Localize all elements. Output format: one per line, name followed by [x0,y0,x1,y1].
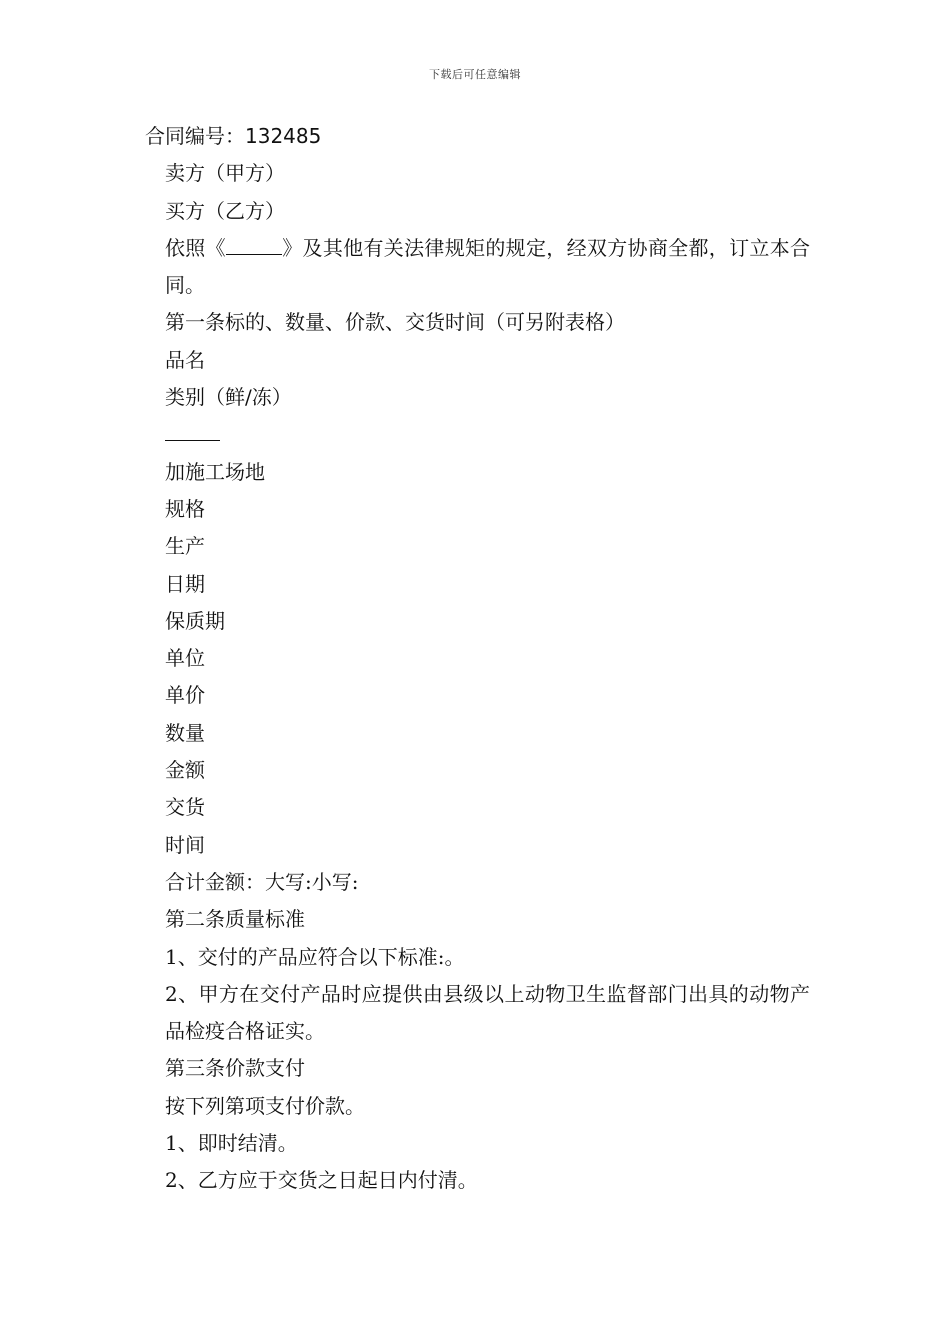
basis-prefix: 依照《 [165,235,226,260]
field-specification: 规格 [165,496,205,521]
blank-line [145,416,810,453]
article2-item1: 1、交付的产品应符合以下标准:。 [165,944,465,969]
field-product-name: 品名 [165,347,205,372]
field-category: 类别（鲜/冻） [165,385,292,410]
field-unit-price: 单价 [165,683,205,708]
article3-title: 第三条价款支付 [165,1056,305,1081]
field-time: 时间 [165,832,205,857]
basis-paragraph [145,230,810,305]
article2-title: 第二条质量标准 [165,907,305,932]
article3-item2: 2、乙方应于交货之日起日内付清。 [165,1168,478,1193]
basis-suffix: 》及其他有关法律规矩的规定，经双方协商全都，订立本合同。 [165,235,811,298]
field-unit: 单位 [165,646,205,671]
seller-line: 卖方（甲方） [165,161,285,186]
field-production: 生产 [165,534,205,559]
article3-item1: 1、即时结清。 [165,1131,298,1156]
fill-in-blank [165,416,220,441]
field-shelf-life: 保质期 [165,608,225,633]
article2-item2: 2、甲方在交付产品时应提供由县级以上动物卫生监督部门出具的动物产品检疫合格证实。 [165,981,810,1044]
article1-title: 第一条标的、数量、价款、交货时间（可另附表格） [165,310,625,335]
field-processing-site: 加施工场地 [165,459,265,484]
law-name-blank [226,236,282,255]
header-note: 下载后可任意编辑 [429,68,521,81]
buyer-line: 买方（乙方） [165,198,285,223]
field-delivery: 交货 [165,795,205,820]
article3-intro: 按下列第项支付价款。 [165,1093,365,1118]
contract-number: 合同编号：132485 [145,124,322,148]
field-quantity: 数量 [165,720,205,745]
total-amount-line: 合计金额：大写:小写: [165,869,359,894]
field-date: 日期 [165,571,205,596]
contract-body [145,118,810,1200]
field-amount: 金额 [165,758,205,783]
